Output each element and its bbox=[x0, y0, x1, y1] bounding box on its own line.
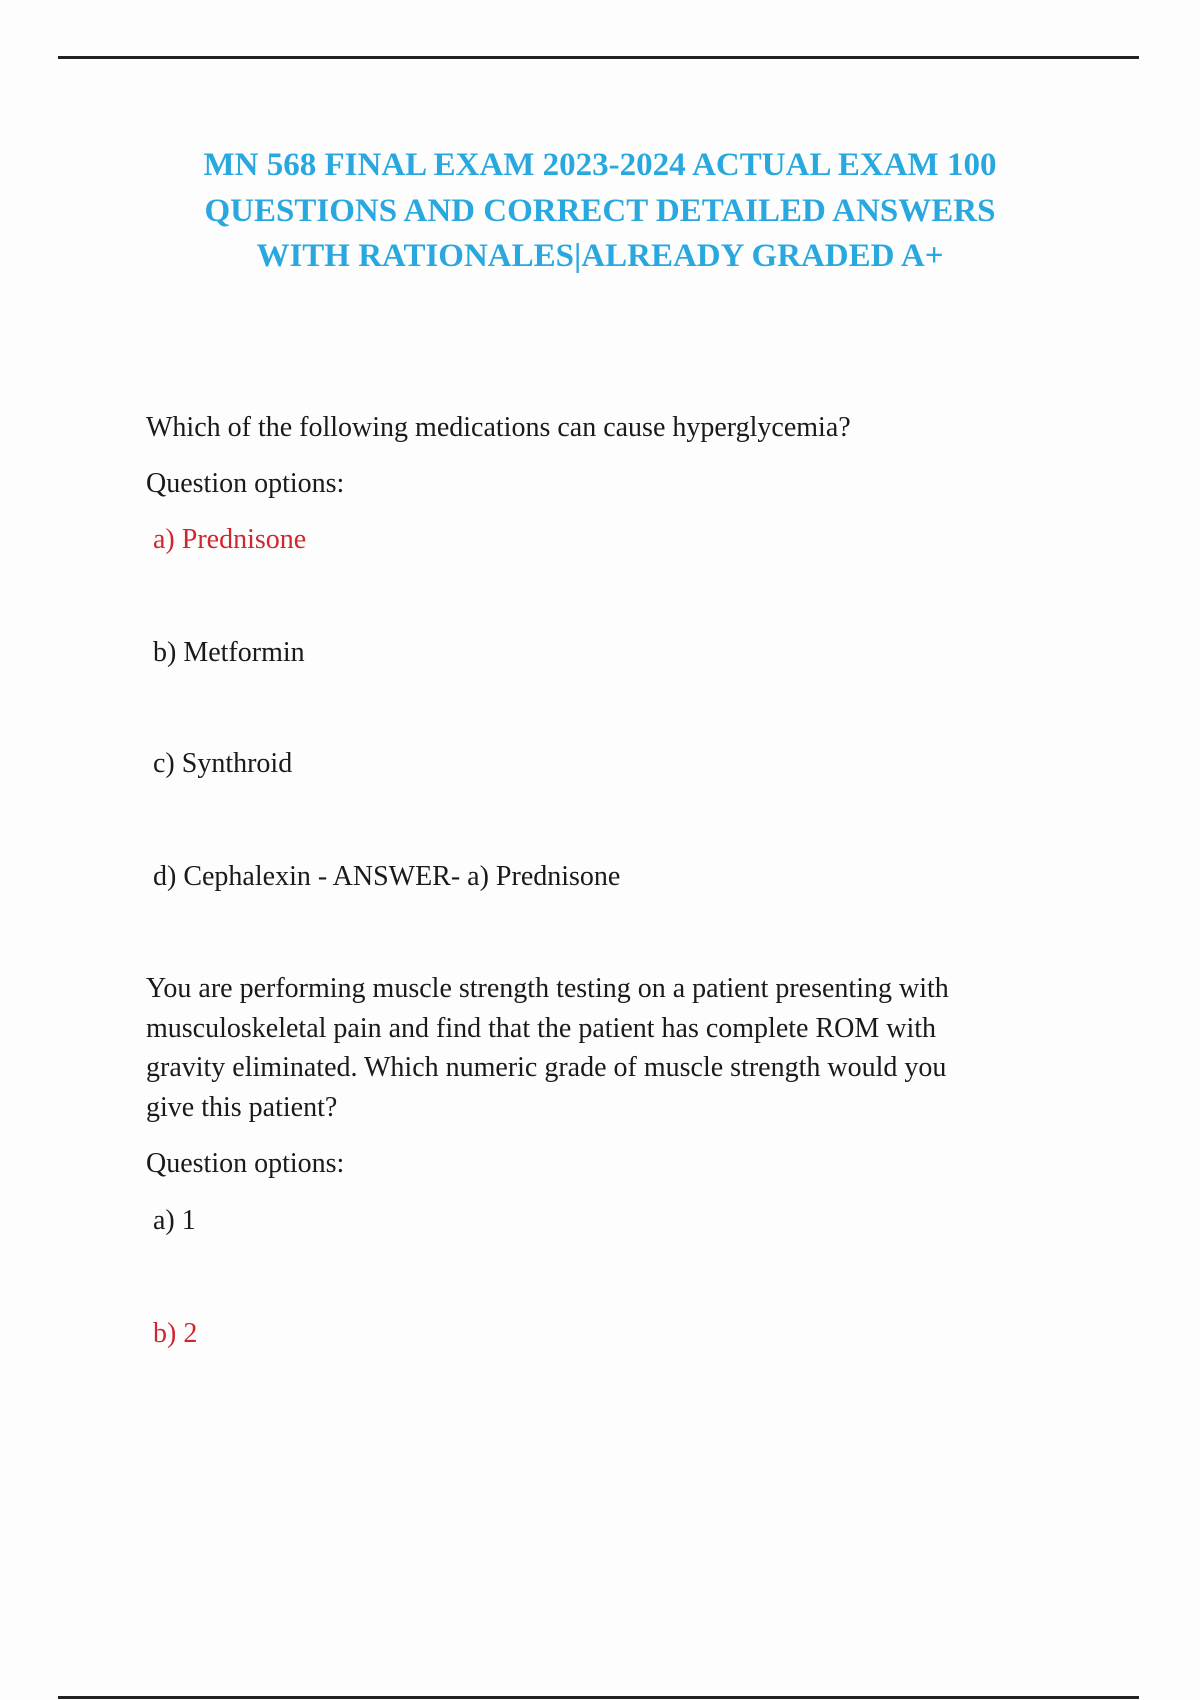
question-1-option-b: b) Metformin bbox=[153, 637, 305, 668]
footer-rule bbox=[58, 1696, 1139, 1699]
header-rule bbox=[58, 56, 1139, 59]
document-title bbox=[0, 143, 1200, 280]
question-2-line: gravity eliminated. Which numeric grade of muscle strength would you bbox=[146, 1052, 947, 1083]
question-1-options-label: Question options: bbox=[146, 468, 345, 499]
title-line: MN 568 FINAL EXAM 2023-2024 ACTUAL EXAM 100 bbox=[203, 147, 997, 183]
question-2-options-label: Question options: bbox=[146, 1148, 345, 1179]
question-1-text: Which of the following medications can cause hyperglycemia? bbox=[146, 412, 851, 443]
question-1-option-d-answer: d) Cephalexin - ANSWER- a) Prednisone bbox=[153, 861, 621, 892]
question-2-line: give this patient? bbox=[146, 1092, 338, 1123]
question-2-line: You are performing muscle strength testing on a patient presenting with bbox=[146, 973, 949, 1004]
question-2-line: musculoskeletal pain and find that the patient has complete ROM with bbox=[146, 1013, 937, 1044]
question-1-option-a-correct: a) Prednisone bbox=[153, 524, 307, 555]
title-line: WITH RATIONALES|ALREADY GRADED A+ bbox=[256, 238, 944, 274]
question-1-option-c: c) Synthroid bbox=[153, 748, 293, 779]
question-2-option-b-correct: b) 2 bbox=[153, 1318, 198, 1349]
question-2-option-a: a) 1 bbox=[153, 1205, 196, 1236]
title-line: QUESTIONS AND CORRECT DETAILED ANSWERS bbox=[204, 192, 996, 229]
